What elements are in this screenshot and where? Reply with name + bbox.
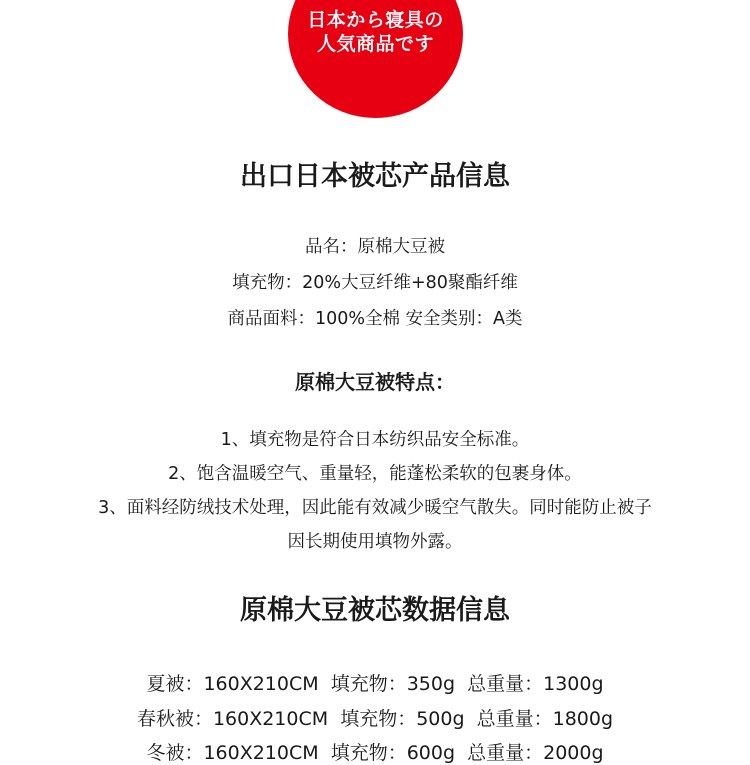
product-info-title: 出口日本被芯产品信息 (240, 161, 510, 192)
badge-line-2: 人気商品です (316, 33, 434, 55)
data-info-title: 原棉大豆被芯数据信息 (240, 595, 510, 626)
feature-item-2: 2、饱含温暖空气、重量轻，能蓬松柔软的包裹身体。 (168, 464, 582, 484)
spec-row-winter: 冬被：160X210CM 填充物：600g 总重量：2000g (146, 742, 604, 764)
spec-row-summer: 夏被：160X210CM 填充物：350g 总重量：1300g (146, 673, 604, 695)
product-name: 品名：原棉大豆被 (305, 237, 445, 257)
product-filling: 填充物：20%大豆纤维+80聚酯纤维 (232, 273, 518, 293)
features-title: 原棉大豆被特点： (295, 370, 455, 394)
spec-row-spring-autumn: 春秋被：160X210CM 填充物：500g 总重量：1800g (136, 708, 614, 730)
promo-badge (288, 0, 463, 118)
feature-item-1: 1、填充物是符合日本纺织品安全标准。 (220, 430, 530, 450)
badge-line-1: 日本から寝具の (307, 9, 444, 31)
feature-item-3-continued: 因长期使用填物外露。 (287, 532, 463, 552)
feature-item-3: 3、面料经防绒技术处理，因此能有效减少暖空气散失。同时能防止被子 (98, 498, 652, 518)
product-fabric: 商品面料：100%全棉 安全类别：A类 (227, 309, 523, 329)
